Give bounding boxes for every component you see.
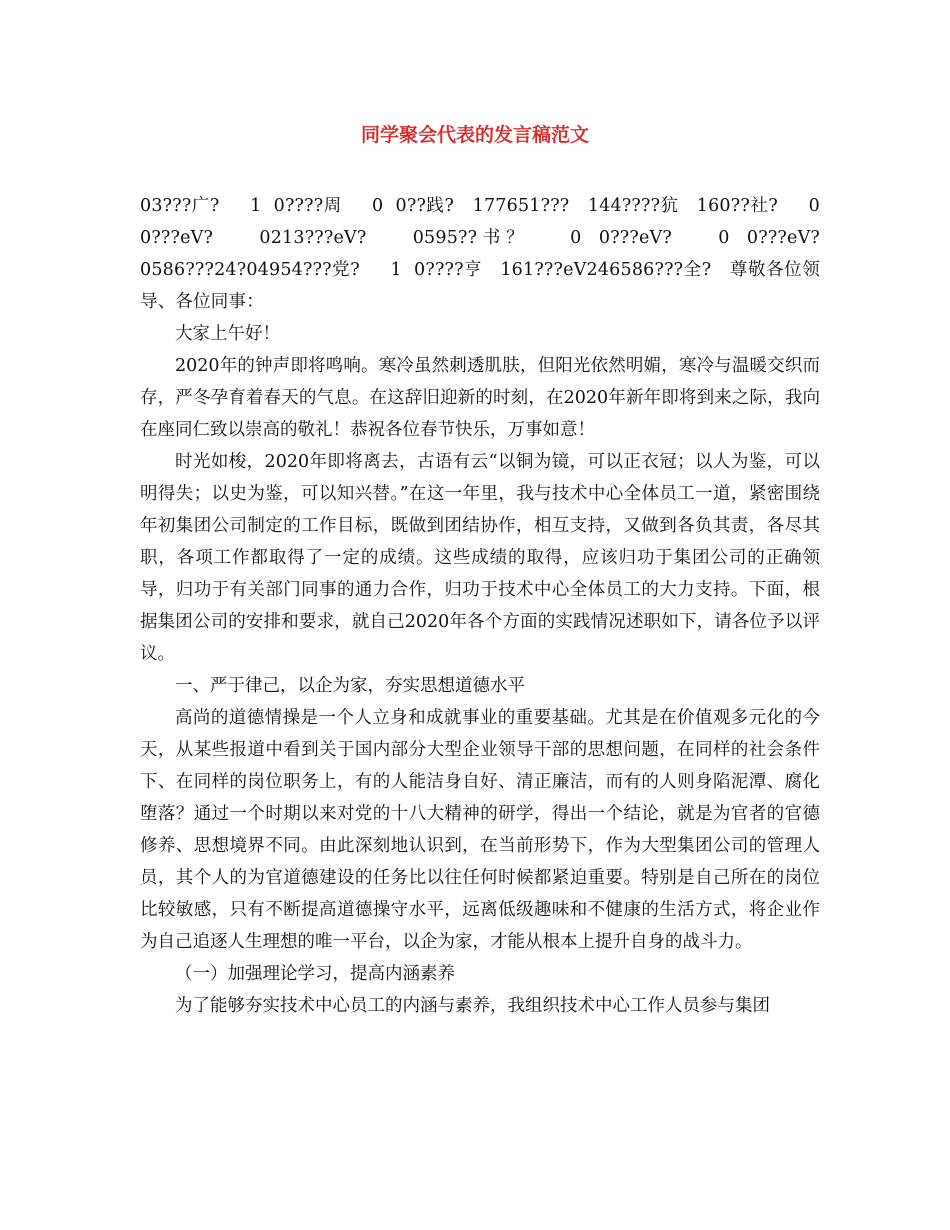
subsection-heading-1: （一）加强理论学习，提高内涵素养 bbox=[175, 964, 455, 984]
new-year-paragraph: 2020年的钟声即将鸣响。寒冷虽然刺透肌肤，但阳光依然明媚，寒冷与温暖交织而存，严冬孕育着春天的气息。在这辞旧迎新的时刻，在2020年新年即将到来之际，我向在座同仁致以崇高的敬礼！恭祝各位春节快乐，万事如意！ bbox=[140, 356, 820, 440]
document-body bbox=[140, 190, 850, 1022]
review-paragraph: 时光如梭，2020年即将离去，古语有云“以铜为镜，可以正衣冠；以人为鉴，可以明得失；以史为鉴，可以知兴替。”在这一年里，我与技术中心全体员工一道，紧密围绕年初集团公司制定的工作目标，既做到团结协作，相互支持，又做到各负其责，各尽其职，各项工作都取得了一定的成绩。这些成绩的取得，应该归功于集团公司的正确领导，归功于有关部门同事的通力合作，归功于技术中心全体员工的大力支持。下面，根据集团公司的安排和要求，就自己2020年各个方面的实践情况述职如下，请各位予以评议。 bbox=[140, 452, 820, 664]
garbled-header-paragraph: 03???广? 1 0????周 0 0??践? 177651??? 144????犺 160??社? 0 0???eV? 0213???eV? 0595??书？ 0 0???eV? 0 0???eV? 0586???24?04954???党? 1 0????亨 161???eV246586???全? 尊敬各位领导、各位同事： bbox=[140, 196, 850, 312]
study-paragraph: 为了能够夯实技术中心员工的内涵与素养，我组织技术中心工作人员参与集团 bbox=[175, 996, 770, 1016]
greeting-paragraph: 大家上午好！ bbox=[175, 324, 280, 344]
section-heading-1: 一、严于律己，以企为家，夯实思想道德水平 bbox=[175, 676, 525, 696]
morality-paragraph: 高尚的道德情操是一个人立身和成就事业的重要基础。尤其是在价值观多元化的今天，从某些报道中看到关于国内部分大型企业领导干部的思想问题，在同样的社会条件下、在同样的岗位职务上，有的人能洁身自好、清正廉洁，而有的人则身陷泥潭、腐化堕落？通过一个时期以来对党的十八大精神的研学，得出一个结论，就是为官者的官德修养、思想境界不同。由此深刻地认识到，在当前形势下，作为大型集团公司的管理人员，其个人的为官道德建设的任务比以往任何时候都紧迫重要。特别是自己所在的岗位比较敏感，只有不断提高道德操守水平，远离低级趣味和不健康的生活方式，将企业作为自己追逐人生理想的唯一平台，以企为家，才能从根本上提升自身的战斗力。 bbox=[140, 708, 820, 952]
document-title: 同学聚会代表的发言稿范文 bbox=[360, 124, 589, 146]
